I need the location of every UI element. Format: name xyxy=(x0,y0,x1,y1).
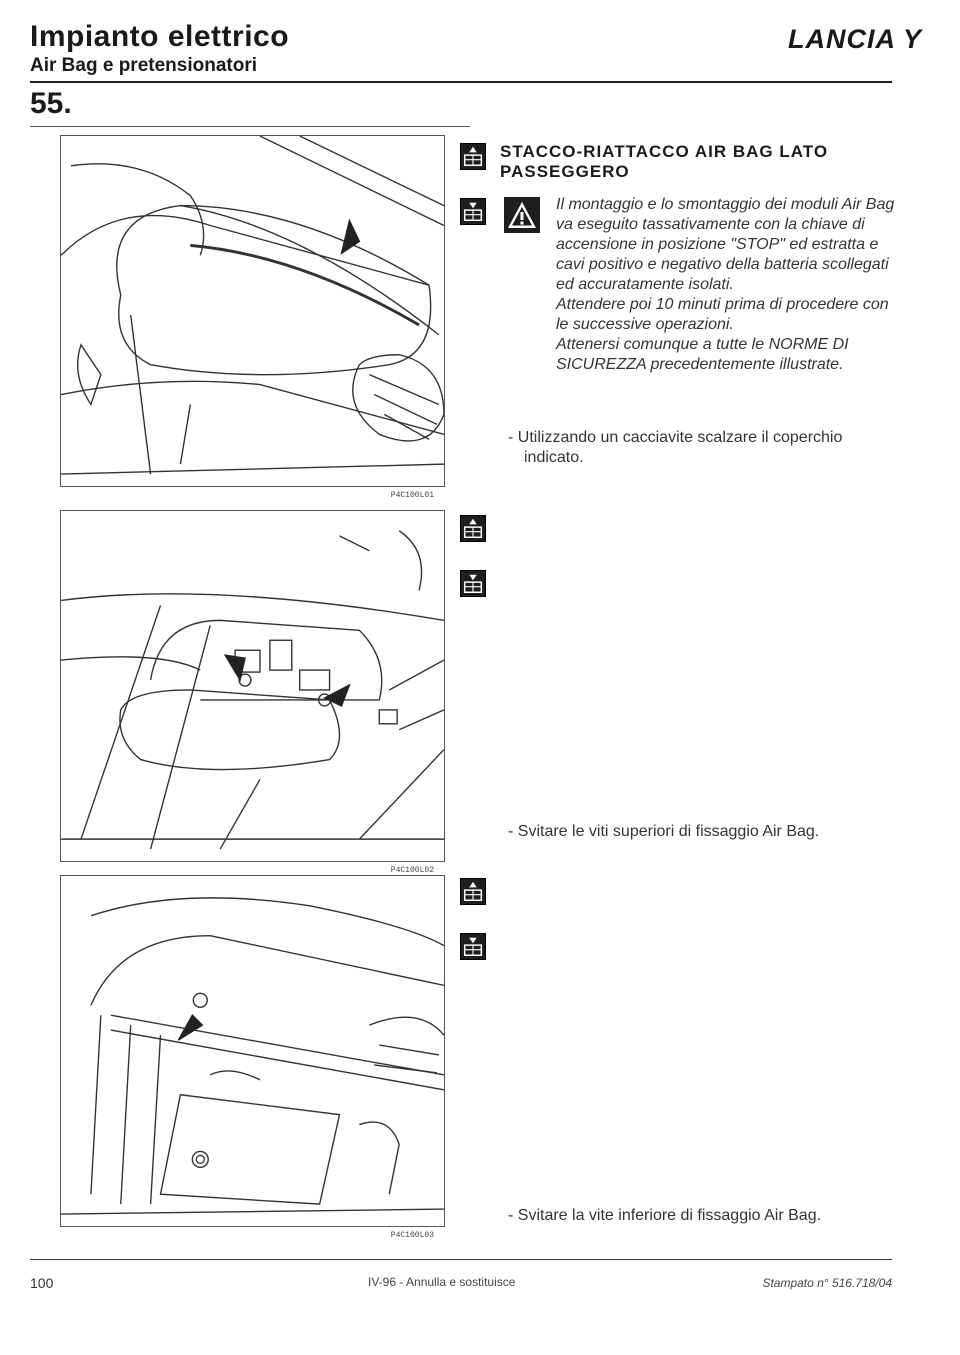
step-lower-screw: - Svitare la vite inferiore di fissaggio Air Bag. xyxy=(508,1207,822,1224)
header-rule xyxy=(30,81,892,83)
warning-line: Il montaggio e lo smontaggio dei moduli Air Bag va eseguito tassativamente con la chiave di accensione in posizione "STOP" ed estratta e cavi positivo e negativo della batteria scollegati ed accuratamente isolati. xyxy=(556,196,895,293)
dashboard-airbag-cover-drawing-icon xyxy=(61,136,444,486)
page-title: Impianto elettrico xyxy=(30,20,290,53)
warning-line: Attenersi comunque a tutte le NORME DI SICUREZZA precedentemente illustrate. xyxy=(556,336,849,373)
refit-icon xyxy=(460,933,486,960)
figure-2-code: P4C100L02 xyxy=(390,866,434,875)
warning-line: Attendere poi 10 minuti prima di procedere con le successive operazioni. xyxy=(556,296,889,333)
safety-warning xyxy=(556,195,896,375)
figure-1-code: P4C100L01 xyxy=(390,491,434,500)
page-number: 100 xyxy=(30,1275,54,1291)
print-reference: Stampato n° 516.718/04 xyxy=(762,1276,892,1290)
warning-triangle-icon xyxy=(504,197,540,233)
page-header xyxy=(30,20,289,78)
figure-2 xyxy=(60,510,445,875)
figure-1 xyxy=(60,135,445,500)
section-number: 55. xyxy=(30,87,72,120)
airbag-lower-screw-drawing-icon xyxy=(61,876,444,1226)
step-upper-screws: - Svitare le viti superiori di fissaggio Air Bag. xyxy=(508,823,820,840)
airbag-upper-screws-drawing-icon xyxy=(61,511,444,861)
removal-icon xyxy=(460,878,486,905)
footer-rule xyxy=(30,1259,892,1260)
refit-icon xyxy=(460,198,486,225)
step-remove-cover: - Utilizzando un cacciavite scalzare il coperchio indicato. xyxy=(508,429,843,466)
refit-icon xyxy=(460,570,486,597)
procedure-heading: STACCO-RIATTACCO AIR BAG LATO PASSEGGERO xyxy=(500,142,829,181)
figure-3-code: P4C100L03 xyxy=(390,1231,434,1240)
figure-3 xyxy=(60,875,445,1240)
brand-label: LANCIA Y xyxy=(787,24,922,54)
page-subtitle: Air Bag e pretensionatori xyxy=(30,55,257,76)
revision-note: IV-96 - Annulla e sostituisce xyxy=(368,1275,516,1289)
removal-icon xyxy=(460,515,486,542)
removal-icon xyxy=(460,143,486,170)
section-rule xyxy=(30,126,470,127)
